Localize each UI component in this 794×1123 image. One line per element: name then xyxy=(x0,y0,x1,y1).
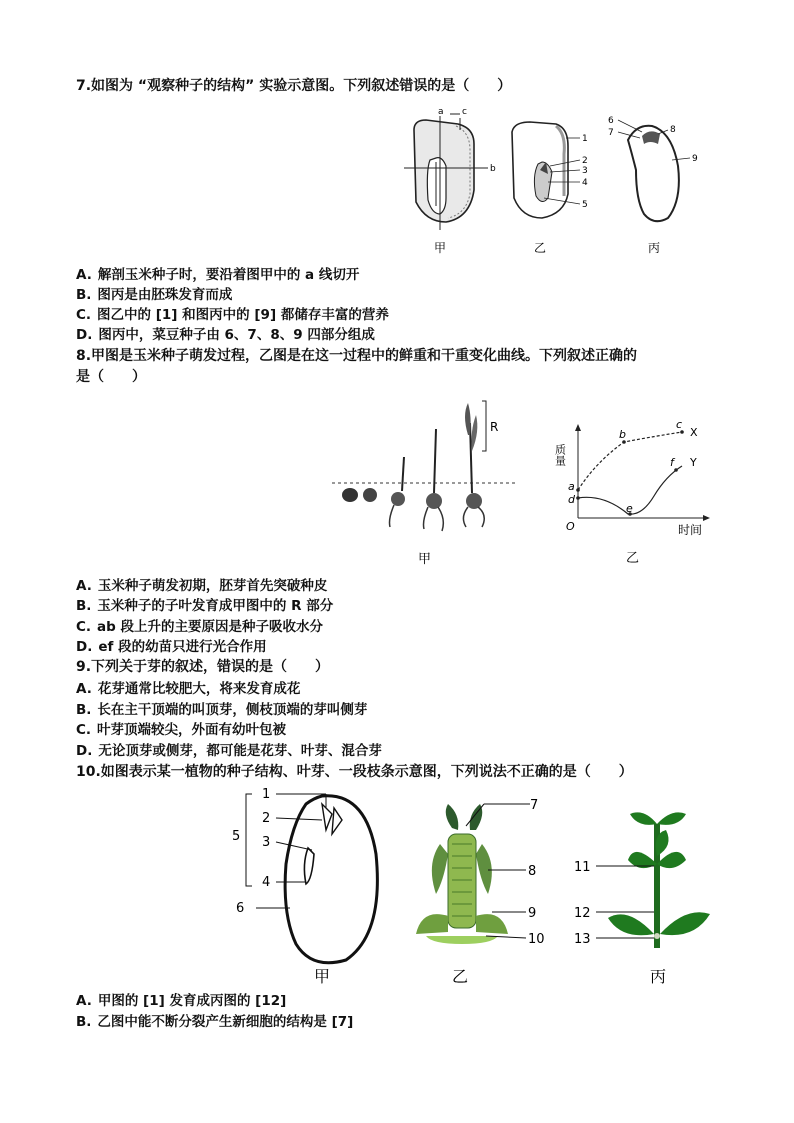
label-11: 11 xyxy=(574,860,591,875)
q7-option-d: D. 图丙中，菜豆种子由 6、7、8、9 四部分组成 xyxy=(76,327,375,343)
caption-bing: 丙 xyxy=(648,241,661,255)
label-6: 6 xyxy=(236,901,245,916)
q7-option-b: B. 图丙是由胚珠发育而成 xyxy=(76,287,233,303)
curve-X xyxy=(578,432,682,490)
y-axis-label: 质量 xyxy=(553,444,567,466)
q9-stem: 9.下列关于芽的叙述，错误的是（ ） xyxy=(76,659,330,675)
point-c-label: c xyxy=(676,418,683,431)
caption-yi: 乙 xyxy=(534,241,547,255)
q7-figure xyxy=(396,107,726,260)
corn-seed-diagram xyxy=(404,107,496,255)
label-2: 2 xyxy=(582,156,588,166)
q8-option-a: A. 玉米种子萌发初期，胚芽首先突破种皮 xyxy=(76,578,328,594)
point-f-label: f xyxy=(670,456,674,469)
caption-jia: 甲 xyxy=(418,552,432,567)
label-2: 2 xyxy=(262,811,271,826)
caption-jia: 甲 xyxy=(314,967,331,986)
seed-diagram xyxy=(232,787,377,986)
label-4: 4 xyxy=(262,875,271,890)
label-3: 3 xyxy=(582,166,588,176)
q8-germination-figure xyxy=(328,395,528,570)
q8-stem-line1: 8.甲图是玉米种子萌发过程，乙图是在这一过程中的鲜重和干重变化曲线。下列叙述正确的 xyxy=(76,348,638,364)
label-8: 8 xyxy=(528,864,537,879)
caption-jia: 甲 xyxy=(434,241,447,255)
label-7: 7 xyxy=(608,128,614,138)
label-4: 4 xyxy=(582,178,588,188)
series-X-label: X xyxy=(690,426,698,439)
caption-yi: 乙 xyxy=(626,551,640,566)
q8-weight-chart xyxy=(553,410,726,572)
bean-seed-diagram xyxy=(608,116,698,255)
label-R: R xyxy=(490,420,499,434)
leaf-bud-diagram xyxy=(416,798,545,986)
label-c: c xyxy=(462,107,467,117)
q10-figure xyxy=(226,784,726,990)
point-d-label: d xyxy=(568,493,575,506)
q9-option-d: D. 无论顶芽或侧芽，都可能是花芽、叶芽、混合芽 xyxy=(76,743,382,759)
q8-option-d: D. ef 段的幼苗只进行光合作用 xyxy=(76,639,267,655)
label-1: 1 xyxy=(582,134,588,144)
q7-option-a: A. 解剖玉米种子时，要沿着图甲中的 a 线切开 xyxy=(76,267,360,283)
caption-yi: 乙 xyxy=(452,967,469,986)
label-9: 9 xyxy=(528,906,537,921)
point-e-label: e xyxy=(626,502,633,515)
q8-option-b: B. 玉米种子的子叶发育成甲图中的 R 部分 xyxy=(76,598,334,614)
label-a: a xyxy=(438,107,444,117)
label-1: 1 xyxy=(262,787,271,802)
q8-option-c: C. ab 段上升的主要原因是种子吸收水分 xyxy=(76,619,324,635)
label-7: 7 xyxy=(530,798,539,813)
q9-option-a: A. 花芽通常比较肥大，将来发育成花 xyxy=(76,681,301,697)
q10-option-b: B. 乙图中能不断分裂产生新细胞的结构是 [7] xyxy=(76,1014,354,1030)
label-10: 10 xyxy=(528,932,545,947)
q10-stem: 10.如图表示某一植物的种子结构、叶芽、一段枝条示意图，下列说法不正确的是（ ） xyxy=(76,764,633,780)
label-5: 5 xyxy=(232,829,241,844)
q7-option-c: C. 图乙中的 [1] 和图丙中的 [9] 都储存丰富的营养 xyxy=(76,307,389,323)
label-12: 12 xyxy=(574,906,591,921)
corn-seed-section-diagram xyxy=(512,122,588,255)
label-9: 9 xyxy=(692,154,698,164)
q7-stem: 7.如图为 “观察种子的结构” 实验示意图。下列叙述错误的是（ ） xyxy=(76,78,512,94)
point-b-label: b xyxy=(619,428,626,441)
origin-label: O xyxy=(566,520,575,533)
label-8: 8 xyxy=(670,125,676,135)
series-Y-label: Y xyxy=(690,456,697,469)
q9-option-c: C. 叶芽顶端较尖，外面有幼叶包被 xyxy=(76,722,287,738)
label-b: b xyxy=(490,164,496,174)
label-3: 3 xyxy=(262,835,271,850)
twig-diagram xyxy=(574,812,710,986)
label-6: 6 xyxy=(608,116,614,126)
point-a-label: a xyxy=(568,480,575,493)
q9-option-b: B. 长在主干顶端的叫顶芽，侧枝顶端的芽叫侧芽 xyxy=(76,702,368,718)
x-axis-label: 时间 xyxy=(678,523,703,537)
label-5: 5 xyxy=(582,200,588,210)
q10-option-a: A. 甲图的 [1] 发育成丙图的 [12] xyxy=(76,993,287,1009)
label-13: 13 xyxy=(574,932,591,947)
q8-stem-line2: 是（ ） xyxy=(76,369,146,385)
caption-bing: 丙 xyxy=(650,967,667,986)
